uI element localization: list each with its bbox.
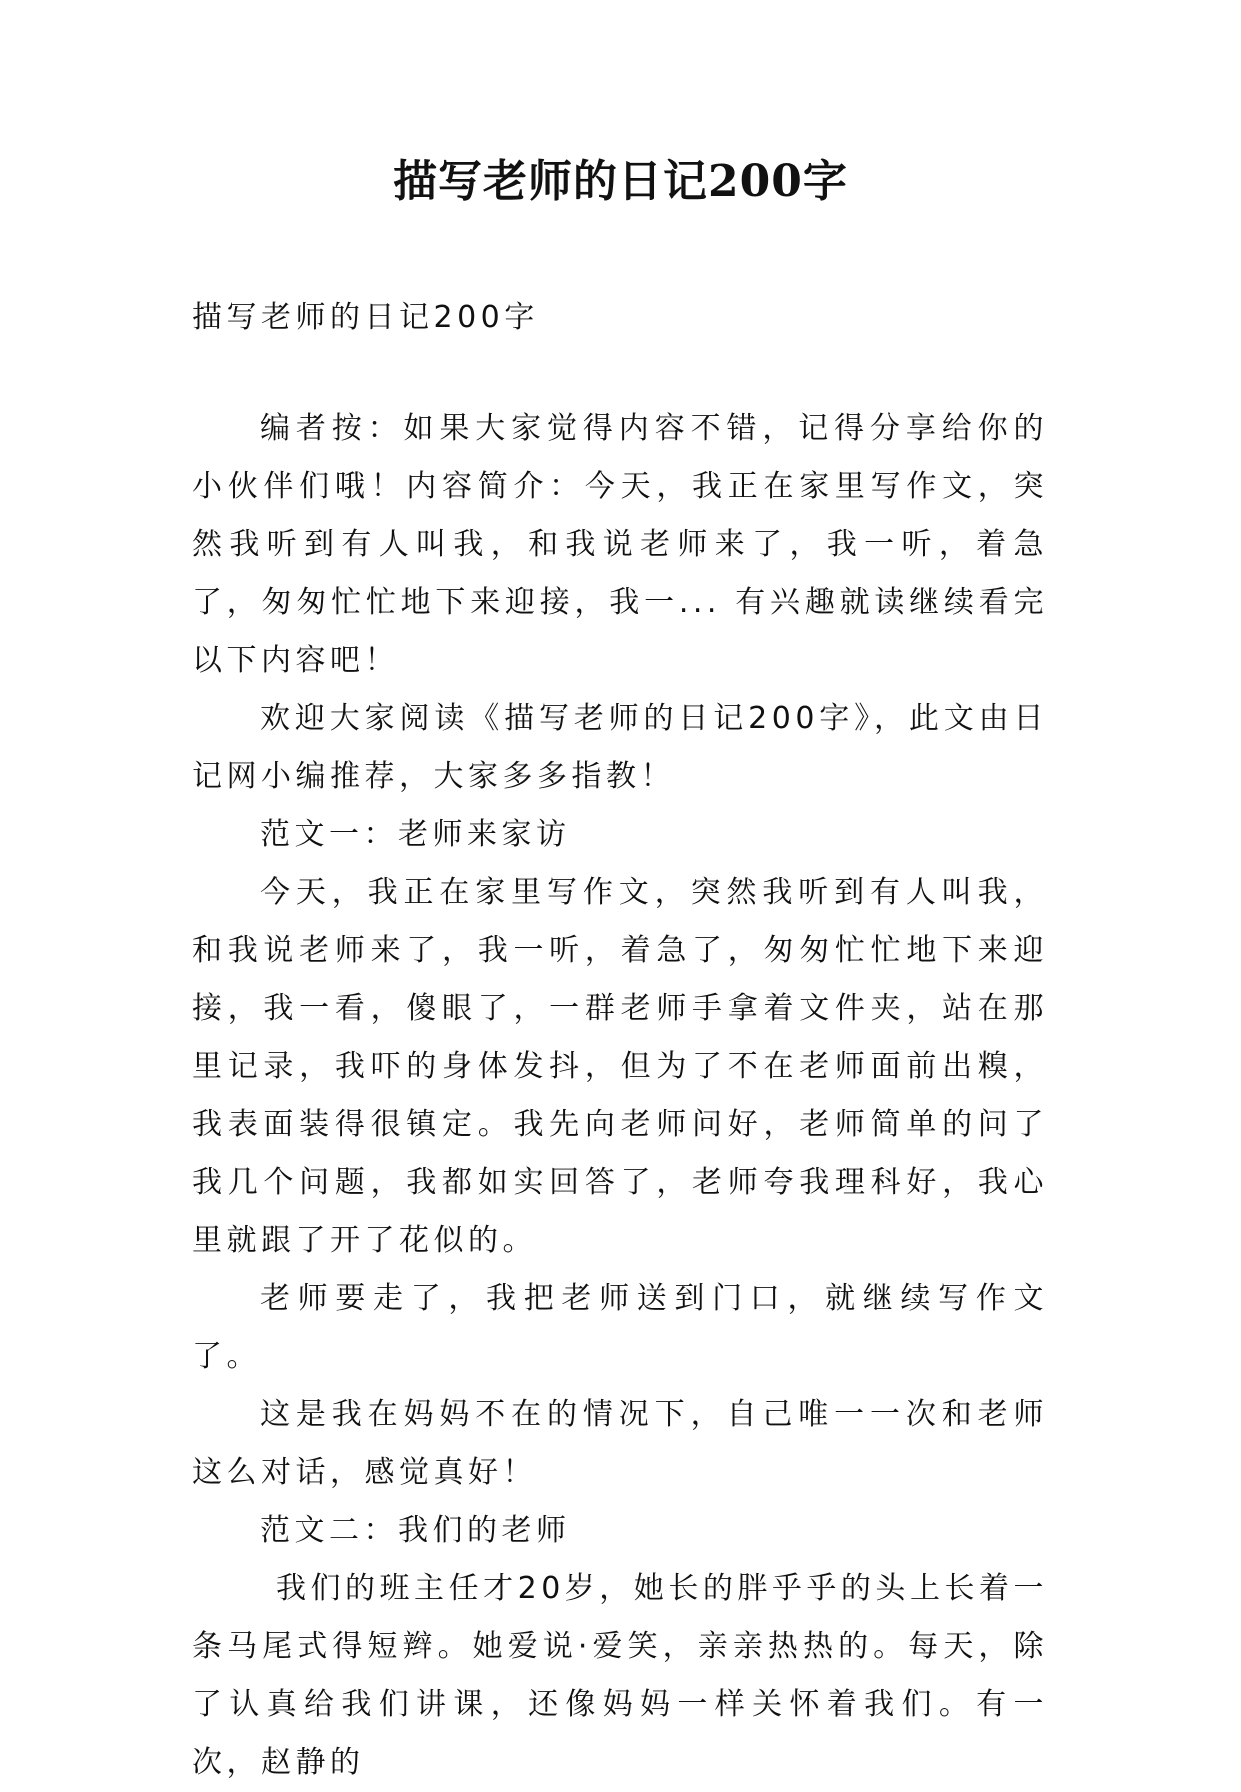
paragraph-body: 这是我在妈妈不在的情况下，自己唯一一次和老师这么对话，感觉真好！ — [192, 1397, 1048, 1490]
document-title: 描写老师的日记200字 — [393, 156, 848, 207]
section-heading-1: 范文一：老师来家访 — [260, 817, 571, 852]
section-heading-2: 范文二：我们的老师 — [260, 1513, 571, 1548]
paragraph-body: 今天，我正在家里写作文，突然我听到有人叫我，和我说老师来了，我一听，着急了，匆匆忙忙地下来迎接，我一看，傻眼了，一群老师手拿着文件夹，站在那里记录，我吓的身体发抖，但为了不在老师面前出糗，我表面装得很镇定。我先向老师问好，老师简单的问了我几个问题，我都如实回答了，老师夸我理科好，我心里就跟了开了花似的。 — [192, 875, 1048, 1258]
document-body — [192, 289, 1048, 1792]
paragraph-welcome: 欢迎大家阅读《描写老师的日记200字》，此文由日记网小编推荐，大家多多指教！ — [192, 701, 1048, 794]
paragraph-editor-note: 编者按：如果大家觉得内容不错，记得分享给你的小伙伴们哦！内容简介：今天，我正在家里写作文，突然我听到有人叫我，和我说老师来了，我一听，着急了，匆匆忙忙地下来迎接，我一... 有兴趣就读继续看完以下内容吧！ — [192, 411, 1048, 678]
subtitle: 描写老师的日记200字 — [192, 300, 539, 335]
paragraph-body: 我们的班主任才20岁，她长的胖乎乎的头上长着一条马尾式得短辫。她爱说·爱笑，亲亲热热的。每天，除了认真给我们讲课，还像妈妈一样关怀着我们。有一次，赵静的 — [192, 1571, 1048, 1780]
paragraph-body: 老师要走了，我把老师送到门口，就继续写作文了。 — [192, 1281, 1048, 1374]
